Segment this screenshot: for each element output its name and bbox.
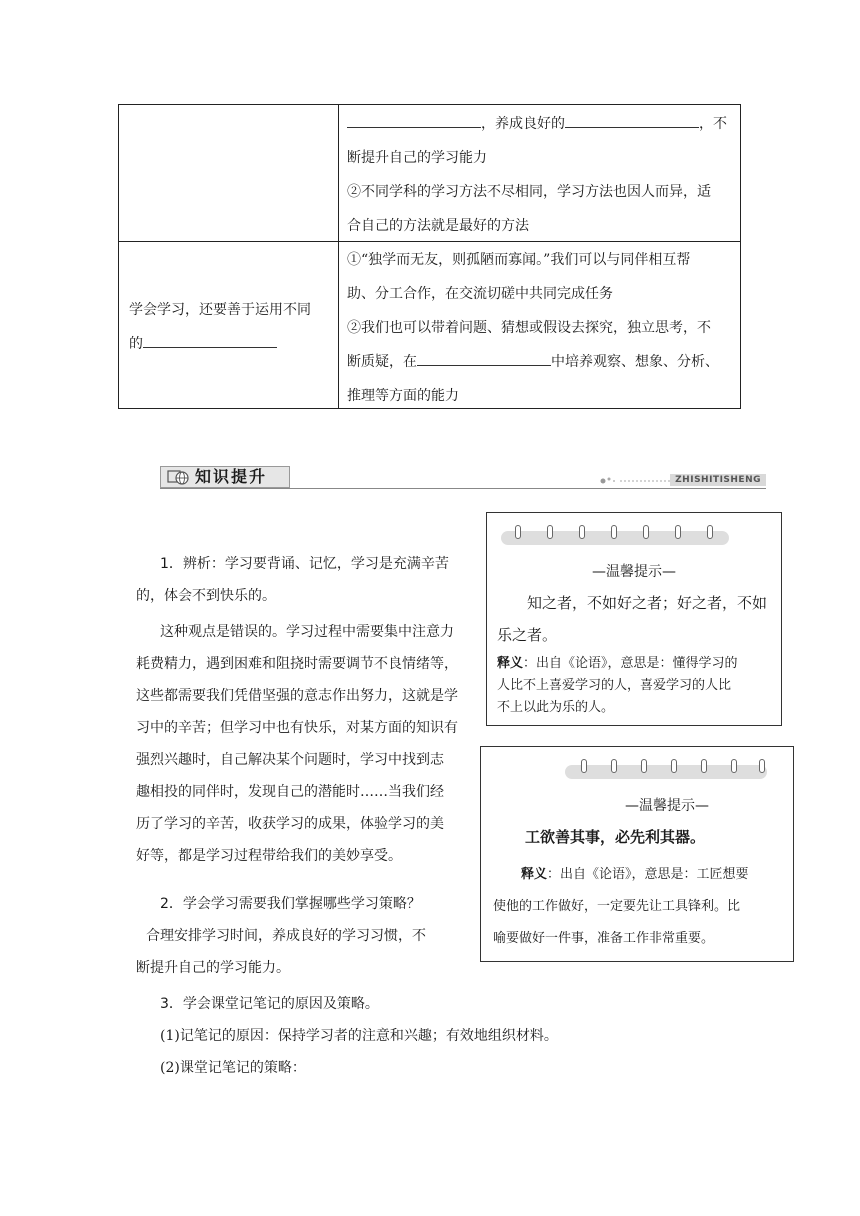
binder-ring-icon [759,759,765,773]
binder-ring-icon [701,759,707,773]
text-span: ，养成良好的 [481,116,565,132]
question-2: 2．学会学习需要我们掌握哪些学习策略？ [160,896,421,912]
text-span: ，不 [699,116,727,132]
tip-1-title: —温馨提示— [592,564,676,580]
binder-ring-icon [611,525,617,539]
tip-1-quote-line1: 知之者，不如好之者；好之者，不如 [527,594,768,612]
answer-1-line: 这些都需要我们凭借坚强的意志作出努力，这就是学 [136,688,458,704]
tip-2-quote: 工欲善其事，必先利其器。 [525,828,706,846]
binder-ring-icon [547,525,553,539]
table-row1-right-line3: ②不同学科的学习方法不尽相同，学习方法也因人而异，适 [347,184,711,200]
tip-2-expl-line2: 使他的工作做好，一定要先让工具锋利。比 [493,899,741,914]
table-row1-right-line4: 合自己的方法就是最好的方法 [347,218,529,234]
table-row2-right-line4 [347,345,737,379]
table-row1-right-line2: 断提升自己的学习能力 [347,150,487,166]
answer-2-line2: 断提升自己的学习能力。 [136,960,290,976]
text-span: 中培养观察、想象、分析、 [551,354,719,370]
binder-ring-icon [641,759,647,773]
table-row2-left-line1: 学会学习，还要善于运用不同 [129,302,311,318]
answer-3-item2: (2)课堂记笔记的策略： [160,1060,306,1076]
table-row2-right-line2: 助、分工合作，在交流切磋中共同完成任务 [347,286,613,302]
table-row2-right-line1: ①“独学而无友，则孤陋而寡闻。”我们可以与同伴相互帮 [347,252,691,268]
tip-1-expl-line2: 人比不上喜爱学习的人，喜爱学习的人比 [497,678,732,693]
answer-1-line: 耗费精力，遇到困难和阻挠时需要调节不良情绪等， [136,656,458,672]
study-methods-table [118,104,741,409]
tip-1-quote [497,587,777,651]
tip-2-explanation [493,859,789,955]
tip-1-explanation [497,653,777,719]
question-1-line2: 的，体会不到快乐的。 [136,588,276,604]
table-row1-right-cell [347,107,737,243]
table-row2-right-cell [347,243,737,413]
binder-ring-icon [581,759,587,773]
table-row1-right-line1 [347,107,737,141]
question-1 [136,548,476,612]
question-3: 3．学会课堂记笔记的原因及策略。 [160,996,379,1012]
globe-icon [167,469,189,485]
table-row2-left-line2 [129,327,334,361]
text-span: ：出自《论语》，意思是：懂得学习的 [523,656,738,671]
answer-1-line: 这种观点是错误的。学习过程中需要集中注意力 [160,624,454,640]
section-header [160,466,766,490]
answer-2 [136,920,476,984]
section-tag: ZHISHITISHENG [670,474,766,486]
text-span: ：出自《论语》，意思是：工匠想要 [547,867,749,882]
tip-2-expl-line3: 喻要做好一件事，准备工作非常重要。 [493,931,715,946]
section-rule [160,488,766,489]
table-row2-right-line3: ②我们也可以带着问题、猜想或假设去探究，独立思考，不 [347,320,711,336]
answer-1 [136,616,476,872]
answer-1-line: 趣相投的同伴时，发现自己的潜能时……当我们经 [136,784,444,800]
binder-ring-icon [707,525,713,539]
tip-2-expl-label: 释义 [521,867,548,882]
text-span: 断质疑，在 [347,354,417,370]
tip-box-1 [486,512,782,726]
table-row2-left-cell [129,293,334,361]
fill-blank [347,113,481,128]
tip-1-expl-label: 释义 [497,656,524,671]
tip-2-expl-line1 [493,859,789,891]
decorative-dots-icon [600,476,670,484]
binder-ring-icon [611,759,617,773]
tip-1-expl-line1 [497,653,777,675]
tip-box-2 [480,746,794,962]
answer-1-line: 习中的辛苦；但学习中也有快乐，对某方面的知识有 [136,720,458,736]
binder-ring-icon [675,525,681,539]
binder-ring-icon [579,525,585,539]
answer-1-line: 历了学习的辛苦，收获学习的成果，体验学习的美 [136,816,444,832]
table-row2-right-line5: 推理等方面的能力 [347,388,459,404]
binder-ring-icon [731,759,737,773]
answer-2-line1: 合理安排学习时间，养成良好的学习习惯，不 [146,928,426,944]
answer-3-item1: (1)记笔记的原因：保持学习者的注意和兴趣；有效地组织材料。 [160,1028,558,1044]
table-column-divider [338,105,339,408]
section-title-box [160,466,290,488]
binder-ring-icon [671,759,677,773]
fill-blank [417,351,551,366]
answer-1-line: 好等，都是学习过程带给我们的美妙享受。 [136,848,402,864]
binder-ring-icon [515,525,521,539]
section-title: 知识提升 [195,467,268,486]
tip-1-expl-line3: 不上以此为乐的人。 [497,700,615,715]
fill-blank [143,333,277,348]
tip-1-quote-line2: 乐之者。 [497,626,558,644]
binder-ring-icon [643,525,649,539]
answer-1-line: 强烈兴趣时，自己解决某个问题时，学习中找到志 [136,752,444,768]
tip-2-title: —温馨提示— [625,798,709,814]
text-span: 的 [129,336,143,352]
question-1-line1: 1．辨析：学习要背诵、记忆，学习是充满辛苦 [160,556,449,572]
fill-blank [565,113,699,128]
